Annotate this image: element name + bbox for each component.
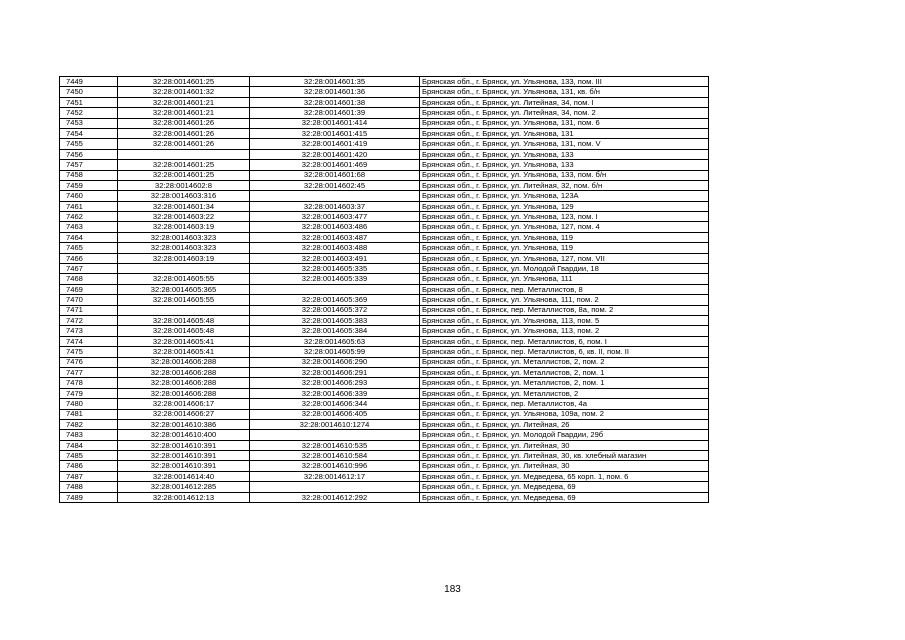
address-cell: Брянская обл., г. Брянск, ул. Ульянова, 113, пом. 5 — [420, 315, 709, 325]
cadastral-number-cell: 32:28:0014601:419 — [250, 139, 420, 149]
table-row — [60, 264, 709, 274]
address-cell: Брянская обл., г. Брянск, пер. Металлистов, 6, кв. II, пом. II — [420, 347, 709, 357]
parent-cadastral-number-cell: 32:28:0014610:391 — [118, 440, 250, 450]
address-cell: Брянская обл., г. Брянск, ул. Литейная, 30 — [420, 461, 709, 471]
cadastral-number-cell: 32:28:0014603:488 — [250, 243, 420, 253]
parent-cadastral-number-cell: 32:28:0014605:48 — [118, 315, 250, 325]
address-cell: Брянская обл., г. Брянск, ул. Медведева, 65 корп. 1, пом. 6 — [420, 471, 709, 481]
cadastral-number-cell: 32:28:0014605:372 — [250, 305, 420, 315]
parent-cadastral-number-cell: 32:28:0014601:26 — [118, 139, 250, 149]
row-number-cell: 7449 — [60, 77, 118, 87]
parent-cadastral-number-cell: 32:28:0014605:55 — [118, 274, 250, 284]
table-row — [60, 409, 709, 419]
row-number-cell: 7451 — [60, 97, 118, 107]
address-cell: Брянская обл., г. Брянск, ул. Медведева, 69 — [420, 482, 709, 492]
address-cell: Брянская обл., г. Брянск, ул. Ульянова, 131, пом. 6 — [420, 118, 709, 128]
parent-cadastral-number-cell: 32:28:0014606:288 — [118, 357, 250, 367]
table-row — [60, 315, 709, 325]
cadastral-number-cell: 32:28:0014601:415 — [250, 128, 420, 138]
parent-cadastral-number-cell: 32:28:0014605:55 — [118, 295, 250, 305]
address-cell: Брянская обл., г. Брянск, ул. Литейная, 34, пом. I — [420, 97, 709, 107]
cadastral-number-cell: 32:28:0014601:469 — [250, 160, 420, 170]
table-row — [60, 232, 709, 242]
property-table — [59, 76, 709, 503]
parent-cadastral-number-cell: 32:28:0014601:21 — [118, 97, 250, 107]
address-cell: Брянская обл., г. Брянск, ул. Литейная, 26 — [420, 419, 709, 429]
table-row — [60, 451, 709, 461]
parent-cadastral-number-cell: 32:28:0014606:17 — [118, 399, 250, 409]
row-number-cell: 7461 — [60, 201, 118, 211]
address-cell: Брянская обл., г. Брянск, ул. Ульянова, 127, пом. VII — [420, 253, 709, 263]
cadastral-number-cell: 32:28:0014603:486 — [250, 222, 420, 232]
table-row — [60, 357, 709, 367]
parent-cadastral-number-cell: 32:28:0014610:391 — [118, 451, 250, 461]
table-row — [60, 170, 709, 180]
row-number-cell: 7450 — [60, 87, 118, 97]
parent-cadastral-number-cell: 32:28:0014606:288 — [118, 367, 250, 377]
parent-cadastral-number-cell: 32:28:0014610:386 — [118, 419, 250, 429]
address-cell: Брянская обл., г. Брянск, ул. Ульянова, 123, пом. I — [420, 212, 709, 222]
table-row — [60, 461, 709, 471]
table-row — [60, 274, 709, 284]
address-cell: Брянская обл., г. Брянск, ул. Металлистов, 2, пом. 2 — [420, 357, 709, 367]
row-number-cell: 7473 — [60, 326, 118, 336]
parent-cadastral-number-cell: 32:28:0014603:19 — [118, 253, 250, 263]
parent-cadastral-number-cell: 32:28:0014605:41 — [118, 336, 250, 346]
table-row — [60, 212, 709, 222]
address-cell: Брянская обл., г. Брянск, ул. Ульянова, 131, пом. V — [420, 139, 709, 149]
parent-cadastral-number-cell: 32:28:0014601:26 — [118, 128, 250, 138]
cadastral-number-cell: 32:28:0014601:35 — [250, 77, 420, 87]
row-number-cell: 7468 — [60, 274, 118, 284]
row-number-cell: 7458 — [60, 170, 118, 180]
cadastral-number-cell: 32:28:0014605:383 — [250, 315, 420, 325]
row-number-cell: 7466 — [60, 253, 118, 263]
table-row — [60, 492, 709, 502]
parent-cadastral-number-cell: 32:28:0014606:27 — [118, 409, 250, 419]
parent-cadastral-number-cell: 32:28:0014606:288 — [118, 378, 250, 388]
cadastral-number-cell — [250, 284, 420, 294]
address-cell: Брянская обл., г. Брянск, ул. Литейная, 30, кв. хлебный магазин — [420, 451, 709, 461]
address-cell: Брянская обл., г. Брянск, ул. Ульянова, 131, кв. б/н — [420, 87, 709, 97]
parent-cadastral-number-cell — [118, 305, 250, 315]
cadastral-number-cell: 32:28:0014603:491 — [250, 253, 420, 263]
parent-cadastral-number-cell: 32:28:0014602:8 — [118, 180, 250, 190]
parent-cadastral-number-cell: 32:28:0014601:25 — [118, 77, 250, 87]
cadastral-number-cell: 32:28:0014606:344 — [250, 399, 420, 409]
address-cell: Брянская обл., г. Брянск, ул. Ульянова, 111 — [420, 274, 709, 284]
cadastral-number-cell: 32:28:0014606:291 — [250, 367, 420, 377]
table-row — [60, 243, 709, 253]
cadastral-number-cell — [250, 191, 420, 201]
address-cell: Брянская обл., г. Брянск, пер. Металлистов, 4а — [420, 399, 709, 409]
cadastral-number-cell: 32:28:0014601:68 — [250, 170, 420, 180]
row-number-cell: 7454 — [60, 128, 118, 138]
cadastral-number-cell — [250, 430, 420, 440]
address-cell: Брянская обл., г. Брянск, ул. Ульянова, 129 — [420, 201, 709, 211]
table-row — [60, 336, 709, 346]
address-cell: Брянская обл., г. Брянск, пер. Металлистов, 6, пом. I — [420, 336, 709, 346]
table-row — [60, 108, 709, 118]
address-cell: Брянская обл., г. Брянск, пер. Металлистов, 8а, пом. 2 — [420, 305, 709, 315]
row-number-cell: 7469 — [60, 284, 118, 294]
cadastral-number-cell: 32:28:0014605:99 — [250, 347, 420, 357]
parent-cadastral-number-cell: 32:28:0014605:365 — [118, 284, 250, 294]
address-cell: Брянская обл., г. Брянск, ул. Металлистов, 2, пом. 1 — [420, 378, 709, 388]
cadastral-number-cell: 32:28:0014605:63 — [250, 336, 420, 346]
row-number-cell: 7462 — [60, 212, 118, 222]
parent-cadastral-number-cell — [118, 149, 250, 159]
cadastral-number-cell: 32:28:0014612:292 — [250, 492, 420, 502]
cadastral-number-cell: 32:28:0014603:477 — [250, 212, 420, 222]
parent-cadastral-number-cell: 32:28:0014601:25 — [118, 160, 250, 170]
table-row — [60, 388, 709, 398]
table-row — [60, 139, 709, 149]
parent-cadastral-number-cell: 32:28:0014603:323 — [118, 243, 250, 253]
address-cell: Брянская обл., г. Брянск, ул. Ульянова, 119 — [420, 232, 709, 242]
table-row — [60, 191, 709, 201]
cadastral-number-cell: 32:28:0014601:39 — [250, 108, 420, 118]
address-cell: Брянская обл., г. Брянск, ул. Литейная, 32, пом. б/н — [420, 180, 709, 190]
parent-cadastral-number-cell: 32:28:0014605:48 — [118, 326, 250, 336]
cadastral-number-cell: 32:28:0014605:384 — [250, 326, 420, 336]
cadastral-number-cell: 32:28:0014606:339 — [250, 388, 420, 398]
cadastral-number-cell: 32:28:0014603:37 — [250, 201, 420, 211]
address-cell: Брянская обл., г. Брянск, ул. Ульянова, 123А — [420, 191, 709, 201]
parent-cadastral-number-cell: 32:28:0014612:285 — [118, 482, 250, 492]
cadastral-number-cell: 32:28:0014605:339 — [250, 274, 420, 284]
table-row — [60, 326, 709, 336]
address-cell: Брянская обл., г. Брянск, ул. Металлистов, 2 — [420, 388, 709, 398]
address-cell: Брянская обл., г. Брянск, ул. Ульянова, 119 — [420, 243, 709, 253]
parent-cadastral-number-cell: 32:28:0014601:32 — [118, 87, 250, 97]
row-number-cell: 7484 — [60, 440, 118, 450]
row-number-cell: 7476 — [60, 357, 118, 367]
address-cell: Брянская обл., г. Брянск, ул. Литейная, 34, пом. 2 — [420, 108, 709, 118]
row-number-cell: 7471 — [60, 305, 118, 315]
row-number-cell: 7480 — [60, 399, 118, 409]
row-number-cell: 7452 — [60, 108, 118, 118]
cadastral-number-cell: 32:28:0014603:487 — [250, 232, 420, 242]
address-cell: Брянская обл., г. Брянск, ул. Ульянова, 109а, пом. 2 — [420, 409, 709, 419]
row-number-cell: 7483 — [60, 430, 118, 440]
table-row — [60, 118, 709, 128]
row-number-cell: 7475 — [60, 347, 118, 357]
parent-cadastral-number-cell: 32:28:0014603:22 — [118, 212, 250, 222]
cadastral-number-cell: 32:28:0014601:36 — [250, 87, 420, 97]
row-number-cell: 7487 — [60, 471, 118, 481]
table-row — [60, 77, 709, 87]
cadastral-number-cell: 32:28:0014612:17 — [250, 471, 420, 481]
table-row — [60, 160, 709, 170]
row-number-cell: 7474 — [60, 336, 118, 346]
page-number: 183 — [444, 584, 461, 595]
address-cell: Брянская обл., г. Брянск, ул. Ульянова, 133 — [420, 160, 709, 170]
row-number-cell: 7482 — [60, 419, 118, 429]
address-cell: Брянская обл., г. Брянск, ул. Ульянова, 113, пом. 2 — [420, 326, 709, 336]
table-row — [60, 419, 709, 429]
row-number-cell: 7470 — [60, 295, 118, 305]
parent-cadastral-number-cell: 32:28:0014601:34 — [118, 201, 250, 211]
table-row — [60, 305, 709, 315]
address-cell: Брянская обл., г. Брянск, ул. Ульянова, 133, пом. б/н — [420, 170, 709, 180]
address-cell: Брянская обл., г. Брянск, ул. Молодой Гвардии, 18 — [420, 264, 709, 274]
address-cell: Брянская обл., г. Брянск, ул. Медведева, 69 — [420, 492, 709, 502]
parent-cadastral-number-cell: 32:28:0014601:26 — [118, 118, 250, 128]
table-row — [60, 149, 709, 159]
row-number-cell: 7479 — [60, 388, 118, 398]
cadastral-number-cell: 32:28:0014601:414 — [250, 118, 420, 128]
cadastral-number-cell: 32:28:0014606:405 — [250, 409, 420, 419]
address-cell: Брянская обл., г. Брянск, ул. Литейная, 30 — [420, 440, 709, 450]
address-cell: Брянская обл., г. Брянск, ул. Ульянова, 127, пом. 4 — [420, 222, 709, 232]
cadastral-number-cell: 32:28:0014610:535 — [250, 440, 420, 450]
row-number-cell: 7489 — [60, 492, 118, 502]
parent-cadastral-number-cell — [118, 264, 250, 274]
cadastral-number-cell: 32:28:0014610:584 — [250, 451, 420, 461]
table-row — [60, 87, 709, 97]
parent-cadastral-number-cell: 32:28:0014610:400 — [118, 430, 250, 440]
table-row — [60, 180, 709, 190]
table-row — [60, 222, 709, 232]
table-row — [60, 128, 709, 138]
table-row — [60, 482, 709, 492]
cadastral-number-cell: 32:28:0014601:38 — [250, 97, 420, 107]
parent-cadastral-number-cell: 32:28:0014603:19 — [118, 222, 250, 232]
parent-cadastral-number-cell: 32:28:0014606:288 — [118, 388, 250, 398]
cadastral-number-cell: 32:28:0014602:45 — [250, 180, 420, 190]
row-number-cell: 7467 — [60, 264, 118, 274]
parent-cadastral-number-cell: 32:28:0014603:316 — [118, 191, 250, 201]
address-cell: Брянская обл., г. Брянск, ул. Ульянова, 133 — [420, 149, 709, 159]
row-number-cell: 7472 — [60, 315, 118, 325]
row-number-cell: 7456 — [60, 149, 118, 159]
row-number-cell: 7485 — [60, 451, 118, 461]
cadastral-number-cell: 32:28:0014605:335 — [250, 264, 420, 274]
row-number-cell: 7459 — [60, 180, 118, 190]
cadastral-number-cell: 32:28:0014605:369 — [250, 295, 420, 305]
row-number-cell: 7464 — [60, 232, 118, 242]
address-cell: Брянская обл., г. Брянск, ул. Металлистов, 2, пом. 1 — [420, 367, 709, 377]
row-number-cell: 7481 — [60, 409, 118, 419]
cadastral-number-cell: 32:28:0014606:293 — [250, 378, 420, 388]
table-row — [60, 284, 709, 294]
parent-cadastral-number-cell: 32:28:0014601:25 — [118, 170, 250, 180]
parent-cadastral-number-cell: 32:28:0014612:13 — [118, 492, 250, 502]
row-number-cell: 7486 — [60, 461, 118, 471]
table-row — [60, 295, 709, 305]
table-row — [60, 201, 709, 211]
row-number-cell: 7478 — [60, 378, 118, 388]
row-number-cell: 7455 — [60, 139, 118, 149]
address-cell: Брянская обл., г. Брянск, пер. Металлистов, 8 — [420, 284, 709, 294]
cadastral-number-cell: 32:28:0014601:420 — [250, 149, 420, 159]
parent-cadastral-number-cell: 32:28:0014614:40 — [118, 471, 250, 481]
cadastral-number-cell: 32:28:0014610:996 — [250, 461, 420, 471]
parent-cadastral-number-cell: 32:28:0014610:391 — [118, 461, 250, 471]
table-row — [60, 440, 709, 450]
parent-cadastral-number-cell: 32:28:0014605:41 — [118, 347, 250, 357]
address-cell: Брянская обл., г. Брянск, ул. Молодой Гвардии, 29б — [420, 430, 709, 440]
table-row — [60, 399, 709, 409]
cadastral-number-cell: 32:28:0014610:1274 — [250, 419, 420, 429]
table-row — [60, 367, 709, 377]
address-cell: Брянская обл., г. Брянск, ул. Ульянова, 133, пом. III — [420, 77, 709, 87]
cadastral-number-cell: 32:28:0014606:290 — [250, 357, 420, 367]
table-row — [60, 97, 709, 107]
row-number-cell: 7463 — [60, 222, 118, 232]
cadastral-number-cell — [250, 482, 420, 492]
row-number-cell: 7477 — [60, 367, 118, 377]
table-row — [60, 253, 709, 263]
row-number-cell: 7460 — [60, 191, 118, 201]
table-row — [60, 347, 709, 357]
address-cell: Брянская обл., г. Брянск, ул. Ульянова, 131 — [420, 128, 709, 138]
row-number-cell: 7457 — [60, 160, 118, 170]
table-row — [60, 430, 709, 440]
property-table-body — [60, 77, 709, 503]
address-cell: Брянская обл., г. Брянск, ул. Ульянова, 111, пом. 2 — [420, 295, 709, 305]
row-number-cell: 7453 — [60, 118, 118, 128]
table-row — [60, 378, 709, 388]
parent-cadastral-number-cell: 32:28:0014601:21 — [118, 108, 250, 118]
parent-cadastral-number-cell: 32:28:0014603:323 — [118, 232, 250, 242]
row-number-cell: 7465 — [60, 243, 118, 253]
row-number-cell: 7488 — [60, 482, 118, 492]
table-row — [60, 471, 709, 481]
